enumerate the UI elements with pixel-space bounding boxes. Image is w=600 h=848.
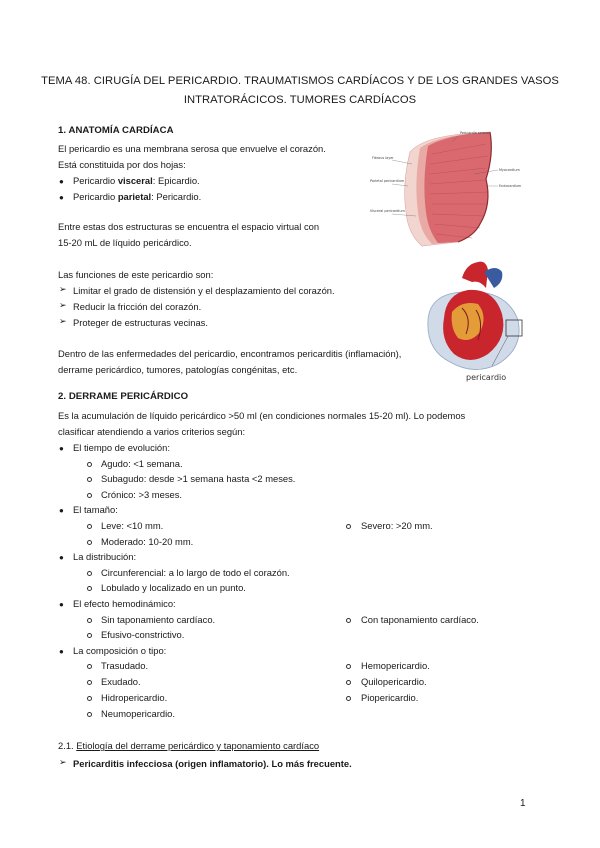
criterion-label: El tamaño: [73, 504, 118, 515]
circle-bullet-icon [346, 696, 351, 701]
criterion-item: Circunferencial: a lo largo de todo el corazón. [101, 567, 290, 578]
criterion-item: Moderado: 10-20 mm. [101, 536, 194, 547]
circle-bullet-icon [87, 680, 92, 685]
circle-bullet-icon [87, 540, 92, 545]
circle-bullet-icon [87, 712, 92, 717]
space-line-2: 15-20 mL de líquido pericárdico. [58, 237, 192, 248]
circle-bullet-icon [87, 571, 92, 576]
figure-label: Pericardio seroso [460, 131, 489, 135]
function-item: Reducir la fricción del corazón. [73, 301, 202, 312]
bullet-icon: ● [59, 600, 64, 609]
section-2-1-heading: 2.1. Etiología del derrame pericárdico y taponamiento cardíaco [58, 740, 320, 751]
figure-label: Endocardium [499, 184, 522, 188]
criterion-item: Piopericardio. [361, 692, 419, 703]
bullet-icon: ● [59, 506, 64, 515]
criterion-label: El efecto hemodinámico: [73, 598, 176, 609]
circle-bullet-icon [87, 586, 92, 591]
figure-label: Parietal pericardium [370, 179, 405, 183]
function-item: Proteger de estructuras vecinas. [73, 317, 208, 328]
diseases-line-2: derrame pericárdico, tumores, patologías congénitas, etc. [58, 364, 298, 375]
intro-line-1: El pericardio es una membrana serosa que envuelve el corazón. [58, 143, 326, 154]
criterion-item: Leve: <10 mm. [101, 520, 164, 531]
circle-bullet-icon [87, 524, 92, 529]
function-item: Limitar el grado de distensión y el desplazamiento del corazón. [73, 285, 335, 296]
criterion-item: Severo: >20 mm. [361, 520, 433, 531]
criterion-item: Sin taponamiento cardíaco. [101, 614, 216, 625]
layer-visceral: Pericardio visceral: Epicardio. [73, 175, 200, 186]
bullet-icon: ● [59, 177, 64, 186]
figure-caption: pericardio [466, 373, 507, 382]
definition-line-1: Es la acumulación de líquido pericárdico >50 ml (en condiciones normales 15-20 ml). Lo podemos [58, 410, 466, 421]
bullet-icon: ● [59, 444, 64, 453]
figure-label: Fibrous layer [372, 156, 394, 160]
criterion-label: La distribución: [73, 551, 137, 562]
arrow-icon: ➢ [59, 316, 67, 326]
pericardium-layers-figure [362, 124, 530, 249]
criterion-item: Efusivo-constrictivo. [101, 629, 185, 640]
figure-label: Myocardium [499, 168, 520, 172]
criterion-item: Subagudo: desde >1 semana hasta <2 meses. [101, 473, 296, 484]
page-number: 1 [520, 798, 526, 809]
arrow-icon: ➢ [59, 757, 67, 767]
criterion-label: La composición o tipo: [73, 645, 167, 656]
criterion-item: Agudo: <1 semana. [101, 458, 183, 469]
document-title [40, 72, 560, 110]
definition-line-2: clasificar atendiendo a varios criterios según: [58, 426, 246, 437]
circle-bullet-icon [346, 664, 351, 669]
title-line-2: INTRATORÁCICOS. TUMORES CARDÍACOS [183, 94, 417, 106]
criterion-item: Lobulado y localizado en un punto. [101, 582, 246, 593]
bullet-icon: ● [59, 553, 64, 562]
functions-title: Las funciones de este pericardio son: [58, 269, 214, 280]
circle-bullet-icon [87, 664, 92, 669]
diseases-line-1: Dentro de las enfermedades del pericardio, encontramos pericarditis (inflamación), [58, 348, 402, 359]
circle-bullet-icon [87, 462, 92, 467]
heart-pericardium-figure [422, 258, 530, 386]
circle-bullet-icon [87, 477, 92, 482]
criterion-item: Con taponamiento cardíaco. [361, 614, 479, 625]
etiology-item: Pericarditis infecciosa (origen inflamatorio). Lo más frecuente. [73, 758, 352, 769]
layer-parietal: Pericardio parietal: Pericardio. [73, 191, 202, 202]
criterion-item: Exudado. [101, 676, 141, 687]
circle-bullet-icon [87, 696, 92, 701]
criterion-item: Crónico: >3 meses. [101, 489, 183, 500]
title-line-1: TEMA 48. CIRUGÍA DEL PERICARDIO. TRAUMATISMOS CARDÍACOS Y DE LOS GRANDES VASOS [41, 75, 559, 87]
arrow-icon: ➢ [59, 300, 67, 310]
circle-bullet-icon [346, 680, 351, 685]
circle-bullet-icon [87, 493, 92, 498]
intro-line-2: Está constituida por dos hojas: [58, 159, 186, 170]
criterion-item: Trasudado. [101, 660, 149, 671]
section-2-heading: 2. DERRAME PERICÁRDICO [58, 391, 189, 402]
criterion-item: Hemopericardio. [361, 660, 430, 671]
criterion-item: Quilopericardio. [361, 676, 427, 687]
circle-bullet-icon [87, 633, 92, 638]
bullet-icon: ● [59, 193, 64, 202]
criterion-item: Hidropericardio. [101, 692, 168, 703]
arrow-icon: ➢ [59, 284, 67, 294]
circle-bullet-icon [87, 618, 92, 623]
space-line-1: Entre estas dos estructuras se encuentra el espacio virtual con [58, 221, 320, 232]
criterion-item: Neumopericardio. [101, 708, 175, 719]
section-1-heading: 1. ANATOMÍA CARDÍACA [58, 125, 174, 136]
circle-bullet-icon [346, 524, 351, 529]
bullet-icon: ● [59, 647, 64, 656]
circle-bullet-icon [346, 618, 351, 623]
figure-label: Visceral pericardium [370, 209, 405, 213]
criterion-label: El tiempo de evolución: [73, 442, 170, 453]
